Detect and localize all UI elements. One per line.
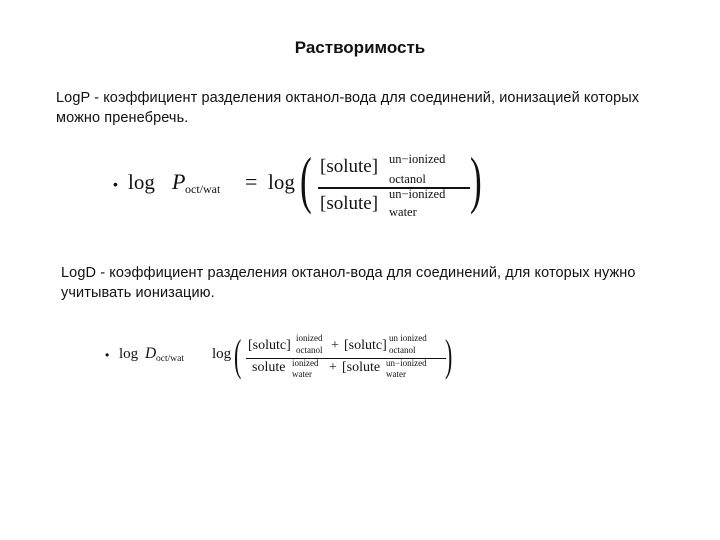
num-plus: + bbox=[331, 338, 339, 353]
right-paren: ) bbox=[445, 331, 453, 380]
right-paren: ) bbox=[470, 144, 482, 215]
log-operator-rhs: log bbox=[268, 170, 295, 194]
equals-sign: = bbox=[245, 169, 258, 194]
bullet: • bbox=[113, 176, 118, 192]
den-term1-sup: ionized bbox=[292, 358, 319, 368]
partition-symbol: P bbox=[172, 169, 186, 194]
den-plus: + bbox=[329, 360, 337, 375]
num-term2: [solutc] bbox=[344, 338, 387, 353]
numerator-solute: [solute] bbox=[320, 156, 379, 177]
numerator-subscript: octanol bbox=[389, 172, 426, 186]
num-term1-sup: ionized bbox=[296, 333, 323, 343]
num-term1: [solutc] bbox=[248, 338, 291, 353]
den-term1-sub: water bbox=[292, 369, 312, 379]
left-paren: ( bbox=[234, 331, 242, 380]
den-term2: [solute bbox=[342, 360, 381, 375]
distribution-symbol: D bbox=[145, 345, 157, 362]
distribution-subscript: oct/wat bbox=[156, 354, 184, 364]
log-operator-rhs: log bbox=[212, 346, 232, 362]
num-term2-sup: un ionized bbox=[389, 333, 427, 343]
partition-subscript: oct/wat bbox=[185, 182, 221, 196]
numerator-superscript: un−ionized bbox=[389, 152, 446, 166]
den-term2-sup: un−ionized bbox=[386, 358, 427, 368]
denominator-subscript: water bbox=[389, 205, 417, 219]
left-paren: ( bbox=[300, 144, 312, 215]
den-term2-sub: water bbox=[386, 369, 406, 379]
log-operator: log bbox=[119, 346, 139, 362]
num-term2-sub: octanol bbox=[389, 345, 416, 355]
log-operator: log bbox=[128, 170, 155, 194]
denominator-solute: [solute] bbox=[320, 193, 379, 214]
denominator-superscript: un−ionized bbox=[389, 187, 446, 201]
den-term1: solute bbox=[252, 360, 286, 375]
bullet: • bbox=[105, 348, 110, 362]
page-title: Растворимость bbox=[294, 38, 426, 57]
logp-definition: LogP - коэффициент разделения октанол-вода для соединений, ионизацией которых можно пренебречь. bbox=[56, 90, 640, 126]
num-term1-sub: octanol bbox=[296, 345, 323, 355]
logd-definition: LogD - коэффициент разделения октанол-вода для соединений, для которых нужно учитывать ионизацию. bbox=[61, 265, 636, 301]
